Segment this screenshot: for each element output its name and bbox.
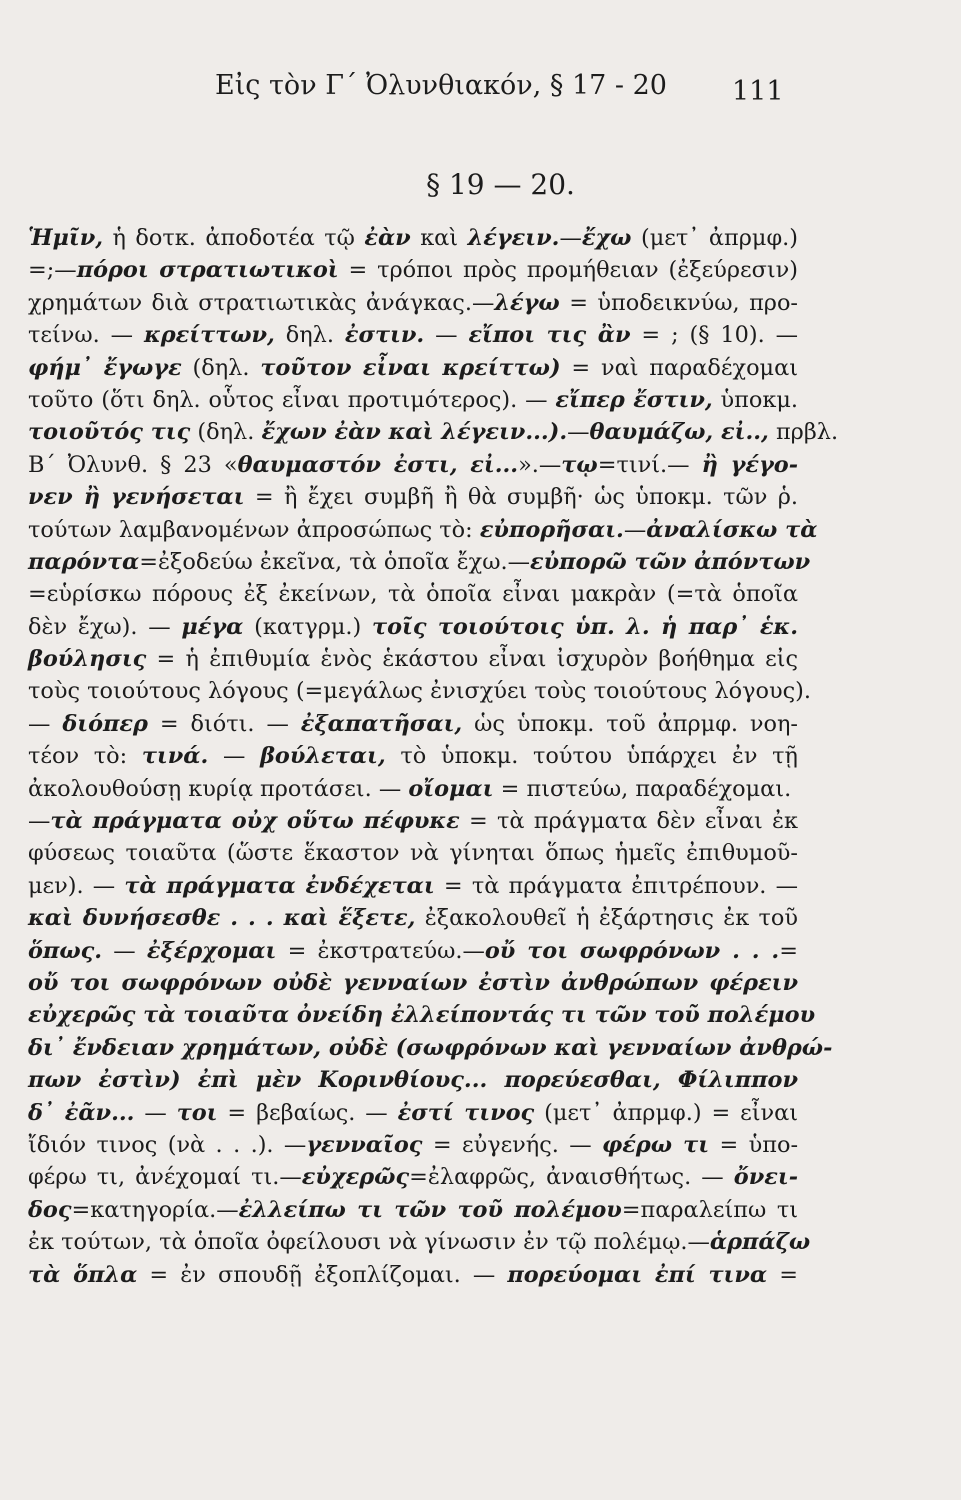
gloss: (μετ᾽ ἀπρμφ.) <box>631 225 798 251</box>
gloss: = ὑποδεικνύω, προ- <box>559 289 798 316</box>
text-line <box>28 1161 798 1193</box>
gloss: ἐξακολουθεῖ ἡ ἐξάρτησις ἐκ τοῦ <box>415 905 798 932</box>
text-line <box>28 287 798 319</box>
gloss: = ναὶ παραδέχομαι <box>560 354 799 381</box>
gloss: — <box>567 419 590 446</box>
lemma: τὰ ὅπλα <box>28 1261 138 1288</box>
gloss: = ἢ ἔχει συμβῆ ἢ θὰ συμβῆ· ὡς ὑποκμ. τῶν ῥ. <box>244 484 799 511</box>
gloss: Β΄ Ὀλυνθ. § 23 « <box>28 451 238 478</box>
gloss: =εὑρίσκω πόρους ἐξ ἐκείνων, τὰ ὁποῖα εἶναι μακρὰν (=τὰ ὁποῖα <box>28 581 798 608</box>
lemma: ἔχω <box>581 225 632 251</box>
gloss: = διότι. — <box>147 710 301 737</box>
lemma: πορεύομαι ἐπί τινα <box>507 1261 768 1288</box>
lemma: τὰ πράγματα ἐνδέχεται <box>124 872 435 899</box>
gloss: = ὑπο- <box>709 1131 799 1158</box>
commentary-text <box>28 222 839 1291</box>
text-line <box>28 384 798 416</box>
lemma: οὔ τοι σωφρόνων οὐδὲ γενναίων ἐστὶν ἀνθρώπων φέρειν <box>28 969 798 996</box>
lemma: βούλεται, <box>260 743 386 770</box>
page-number: 111 <box>732 76 784 107</box>
gloss: τὸ ὑποκμ. τούτου ὑπάρχει ἐν τῇ <box>385 743 798 770</box>
text-line <box>28 254 798 286</box>
lemma: εἴπερ ἔστιν, <box>555 386 713 413</box>
gloss: τοῦτο (ὅτι δηλ. οὗτος εἶναι προτιμότερος). — <box>28 386 556 413</box>
lemma: βούλησις <box>28 646 147 673</box>
gloss: (δηλ. <box>190 419 262 446</box>
lemma: ἐξαπατῆσαι, <box>300 710 463 737</box>
lemma: τοῦτον εἶναι κρείττω) <box>260 354 561 381</box>
gloss: δὲν ἔχω). — <box>28 613 182 640</box>
lemma: ἢ γέγο- <box>701 451 798 478</box>
text-line <box>28 514 818 546</box>
gloss: ἐκ τούτων, τὰ ὁποῖα ὀφείλουσι νὰ γίνωσιν ἐν τῷ πολέμῳ.— <box>28 1229 710 1256</box>
text-line <box>28 1064 798 1096</box>
text-line <box>28 1226 811 1258</box>
text-line <box>28 481 798 513</box>
lemma: λέγειν. <box>467 225 560 251</box>
lemma: ἐξέρχομαι <box>146 937 277 964</box>
gloss: — <box>559 225 582 251</box>
gloss: =παραλείπω τι <box>621 1196 798 1223</box>
text-line <box>28 319 798 351</box>
gloss: = <box>779 937 798 964</box>
text-line <box>28 773 798 805</box>
text-line <box>28 999 816 1031</box>
gloss: = τὰ πράγματα ἐπιτρέπουν. — <box>434 872 798 899</box>
lemma: νεν ἢ γενήσεται <box>28 484 245 511</box>
lemma: τινά. <box>141 743 209 770</box>
text-line <box>28 1097 798 1129</box>
lemma: ὅπως. <box>28 937 103 964</box>
gloss: φέρω τι, ἀνέχομαί τι.— <box>28 1164 302 1191</box>
lemma: τὰ πράγματα οὐχ οὕτω πέφυκε <box>50 808 460 835</box>
gloss: τέον τὸ: <box>28 743 142 770</box>
gloss: = ἐκστρατεύω.— <box>276 937 485 964</box>
gloss: μεν). — <box>28 872 125 899</box>
lemma: οὔ τοι σωφρόνων . . . <box>484 937 780 964</box>
text-line <box>28 1129 798 1161</box>
gloss: — <box>208 743 261 770</box>
gloss: = τὰ πράγματα δὲν εἶναι ἐκ <box>459 808 799 835</box>
gloss: — <box>623 516 647 543</box>
lemma: εὐχερῶς <box>301 1164 410 1191</box>
gloss: ἡ δοτκ. ἀποδοτέα τῷ <box>103 225 365 251</box>
lemma: διόπερ <box>62 710 148 737</box>
text-line <box>28 352 798 384</box>
gloss: τείνω. — <box>28 322 144 349</box>
lemma: καὶ δυνήσεσθε . . . καὶ ἕξετε, <box>28 905 416 932</box>
gloss: δηλ. <box>274 322 345 349</box>
page-header <box>0 70 961 110</box>
text-line <box>28 870 798 902</box>
lemma: τοιοῦτός τις <box>28 419 191 446</box>
gloss: τούτων λαμβανομένων ἀπροσώπως τὸ: <box>28 516 480 543</box>
text-line <box>28 222 798 254</box>
text-line <box>28 578 798 610</box>
lemma: εὐπορῶ τῶν ἀπόντων <box>529 548 811 575</box>
lemma: πόροι στρατιωτικοὶ <box>76 257 339 284</box>
lemma: φήμ᾽ ἔγωγε <box>28 354 182 381</box>
gloss: = βεβαίως. — <box>217 1099 398 1126</box>
gloss: (δηλ. <box>181 354 261 381</box>
text-line <box>28 416 839 448</box>
text-line <box>28 1032 833 1064</box>
lemma: ἔχων ἐὰν καὶ λέγειν...). <box>261 419 568 446</box>
lemma: δ᾽ ἐᾶν... <box>28 1099 135 1126</box>
gloss: τοὺς τοιούτους λόγους (=μεγάλως ἐνισχύει τοὺς τοιούτους λόγους). <box>28 678 811 705</box>
lemma: δος <box>28 1196 72 1223</box>
gloss: ὑποκμ. <box>712 386 798 413</box>
lemma: εὐχερῶς τὰ τοιαῦτα ὀνείδη ἐλλείποντάς τι τῶν τοῦ πολέμου <box>28 1002 816 1029</box>
section-heading: § 19 — 20. <box>426 168 575 201</box>
text-line <box>28 611 798 643</box>
gloss: — <box>134 1099 177 1126</box>
text-line <box>28 675 811 707</box>
gloss: — <box>424 322 469 349</box>
text-line <box>28 935 798 967</box>
text-line <box>28 708 798 740</box>
text-line <box>28 967 798 999</box>
gloss: = <box>767 1261 798 1288</box>
gloss: ὡς ὑποκμ. τοῦ ἀπρμφ. νοη- <box>462 710 798 737</box>
gloss: (μετ᾽ ἀπρμφ.) = εἶναι <box>534 1099 798 1126</box>
lemma: δι᾽ ἔνδειαν χρημάτων, οὐδὲ (σωφρόνων καὶ γενναίων ἀνθρώ- <box>28 1034 833 1061</box>
gloss: (κατγρμ.) <box>243 613 372 640</box>
text-line <box>28 837 798 869</box>
gloss: ἀκολουθούσῃ κυρίᾳ προτάσει. — <box>28 775 409 802</box>
gloss: — <box>28 808 51 835</box>
text-line <box>28 643 798 675</box>
lemma: οἴομαι <box>408 775 494 802</box>
lemma: φέρω τι <box>602 1131 710 1158</box>
running-title: Εἰς τὸν Γ΄ Ὀλυνθιακόν, § 17 - 20 <box>215 70 667 101</box>
gloss: — <box>28 710 63 737</box>
lemma: κρείττων, <box>143 322 275 349</box>
gloss: φύσεως τοιαῦτα (ὥστε ἕκαστον νὰ γίνηται ὅπως ἡμεῖς ἐπιθυμοῦ- <box>28 840 798 867</box>
gloss: ».— <box>518 451 562 478</box>
lemma: θαυμαστόν ἐστι, εἰ... <box>237 451 519 478</box>
gloss: ἴδιόν τινος (νὰ . . .). — <box>28 1131 307 1158</box>
lemma: ἐλλείπω τι τῶν τοῦ πολέμου <box>238 1196 622 1223</box>
lemma: πων ἐστὶν) ἐπὶ μὲν Κορινθίους... πορεύεσθαι, Φίλιππον <box>28 1067 798 1094</box>
lemma: ἐστί τινος <box>397 1099 535 1126</box>
gloss: =ἐλαφρῶς, ἀναισθήτως. — <box>409 1164 734 1191</box>
lemma: εὐπορῆσαι. <box>479 516 624 543</box>
lemma: ἀναλίσκω τὰ <box>646 516 818 543</box>
gloss: — <box>102 937 147 964</box>
gloss: = ἐν σπουδῇ ἐξοπλίζομαι. — <box>137 1261 508 1288</box>
lemma: τοι <box>176 1099 218 1126</box>
text-line <box>28 805 798 837</box>
lemma: ὄνει- <box>733 1164 799 1191</box>
lemma: εἴποι τις ἂν <box>468 322 631 349</box>
lemma: ἁρπάζω <box>709 1229 811 1256</box>
lemma: ἐστιν. <box>344 322 425 349</box>
lemma: μέγα <box>181 613 244 640</box>
lemma: τοῖς τοιούτοις ὑπ. λ. ἡ παρ᾽ ἑκ. <box>372 613 799 640</box>
gloss: =τινί.— <box>597 451 702 478</box>
gloss: = τρόποι πρὸς προμήθειαν (ἐξεύρεσιν) <box>338 257 798 284</box>
gloss: =;— <box>28 257 77 284</box>
lemma: Ἡμῖν, <box>28 225 104 251</box>
gloss: =κατηγορία.— <box>71 1196 239 1223</box>
gloss: = ; (§ 10). — <box>630 322 798 349</box>
lemma: παρόντα <box>28 548 140 575</box>
text-line <box>28 546 811 578</box>
text-line <box>28 902 798 934</box>
lemma: θαυμάζω, εἰ.., <box>589 419 769 446</box>
gloss: = εὐγενής. — <box>422 1131 603 1158</box>
text-line <box>28 449 798 481</box>
lemma: γενναῖος <box>306 1131 423 1158</box>
gloss: =ἐξοδεύω ἐκεῖνα, τὰ ὁποῖα ἔχω.— <box>139 548 530 575</box>
text-line <box>28 740 798 772</box>
lemma: λέγω <box>494 289 560 316</box>
lemma: τῳ <box>561 451 598 478</box>
text-line <box>28 1194 798 1226</box>
gloss: = πιστεύω, παραδέχομαι. <box>493 775 792 802</box>
gloss: πρβλ. <box>768 419 839 446</box>
text-line <box>28 1259 798 1291</box>
gloss: = ἡ ἐπιθυμία ἑνὸς ἑκάστου εἶναι ἰσχυρὸν βοήθημα εἰς <box>146 646 798 673</box>
lemma: ἐὰν <box>364 225 411 251</box>
gloss: χρημάτων διὰ στρατιωτικὰς ἀνάγκας.— <box>28 289 495 316</box>
gloss: καὶ <box>410 225 468 251</box>
